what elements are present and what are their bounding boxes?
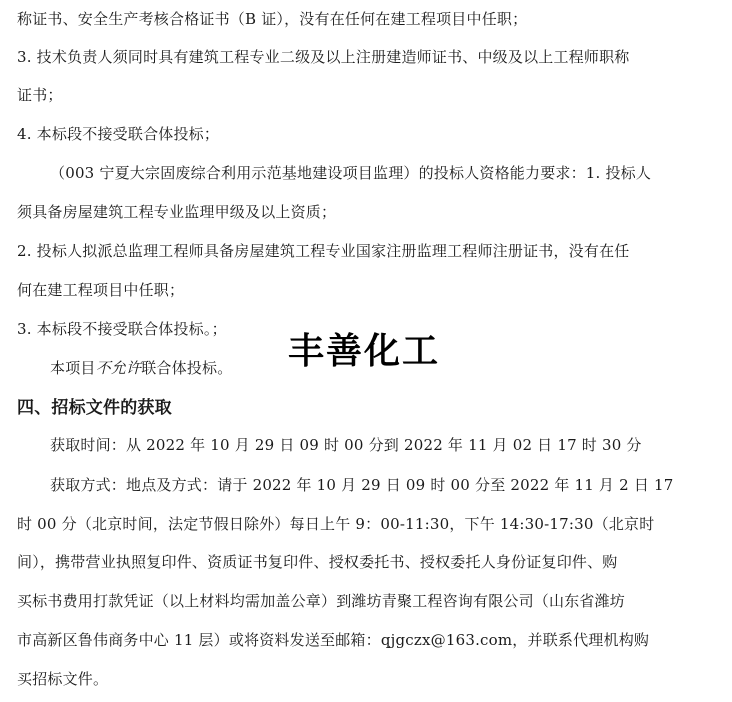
text-line: 间），携带营业执照复印件、资质证书复印件、授权委托书、授权委托人身份证复印件、购 — [17, 553, 618, 571]
section-heading: 四、招标文件的获取 — [17, 398, 172, 418]
text-line: 市高新区鲁伟商务中心 11 层）或将资料发送至邮箱：qjgczx@163.com，并联系代理机构购 — [17, 631, 650, 649]
acquisition-time: 获取时间：从 2022 年 10 月 29 日 09 时 00 分到 2022 年 11 月 02 日 17 时 30 分 — [50, 436, 642, 454]
text-line: 须具备房屋建筑工程专业监理甲级及以上资质； — [17, 203, 337, 221]
joint-bid-suffix: 联合体投标。 — [141, 359, 233, 377]
text-line: 何在建工程项目中任职； — [17, 281, 185, 299]
acquisition-method: 获取方式：地点及方式：请于 2022 年 10 月 29 日 09 时 00 分至 2022 年 11 月 2 日 17 — [50, 476, 674, 494]
joint-bid-emphasis: 不允许 — [95, 359, 142, 377]
text-line: 称证书、安全生产考核合格证书（B 证），没有在任何在建工程项目中任职； — [17, 10, 528, 28]
text-line: 3. 技术负责人须同时具有建筑工程专业二级及以上注册建造师证书、中级及以上工程师职称 — [17, 48, 630, 66]
text-line: 2. 投标人拟派总监理工程师具备房屋建筑工程专业国家注册监理工程师注册证书，没有在任 — [17, 242, 630, 260]
text-line: 4. 本标段不接受联合体投标； — [17, 125, 220, 143]
text-line: 买标书费用打款凭证（以上材料均需加盖公章）到潍坊青聚工程咨询有限公司（山东省潍坊 — [17, 592, 626, 610]
joint-bid-prefix: 本项目 — [50, 359, 96, 377]
text-line: 证书； — [17, 86, 63, 104]
text-line: 3. 本标段不接受联合体投标。； — [17, 320, 227, 338]
text-line: 买招标文件。 — [17, 670, 109, 688]
text-line: （003 宁夏大宗固废综合利用示范基地建设项目监理）的投标人资格能力要求：1. 投标人 — [50, 164, 652, 182]
watermark-text: 丰善化工 — [288, 331, 441, 372]
text-line: 时 00 分（北京时间，法定节假日除外）每日上午 9：00-11:30，下午 14:30-17:30（北京时 — [17, 515, 655, 533]
